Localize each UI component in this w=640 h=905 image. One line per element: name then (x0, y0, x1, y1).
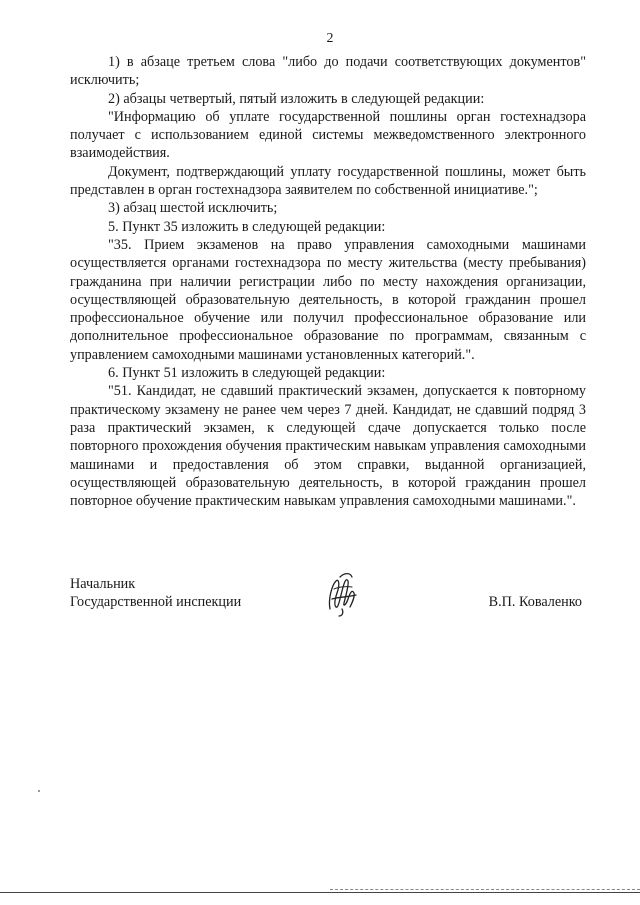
signature-block (70, 575, 590, 635)
signer-title-line-1: Начальник (70, 576, 136, 592)
paragraph-5: 3) абзац шестой исключить; (108, 200, 278, 217)
footer-scan-edge-dashed (330, 889, 640, 890)
signer-title-line-2: Государственной инспекции (70, 594, 242, 611)
signer-title (70, 575, 241, 612)
document-body (70, 53, 586, 510)
paragraph-3: "Информацию об уплате государственной пошлины орган гостехнадзора получает с использованием единой системы межведомственного электронного взаимодействия. (70, 108, 586, 162)
paragraph-8: 6. Пункт 51 изложить в следующей редакции: (108, 365, 386, 382)
footer-scan-edge (0, 892, 640, 893)
signer-name: В.П. Коваленко (488, 594, 582, 610)
paragraph-2: 2) абзацы четвертый, пятый изложить в следующей редакции: (108, 90, 485, 107)
paragraph-4: Документ, подтверждающий уплату государственной пошлины, может быть представлен в орган гостехнадзора заявителем по собственной инициативе."; (70, 163, 586, 199)
paragraph-6: 5. Пункт 35 изложить в следующей редакции: (108, 218, 386, 235)
paragraph-1: 1) в абзаце третьем слова "либо до подачи соответствующих документов" исключить; (70, 54, 586, 89)
page-number: 2 (326, 31, 334, 46)
handwritten-signature (322, 569, 362, 619)
scan-speck (38, 790, 40, 792)
paragraph-7: "35. Прием экзаменов на право управления самоходными машинами осуществляется органами гостехнадзора по месту жительства (месту пребывания) гражданина при наличии регистрации либо по месту нахождения организации, осуществляющей образовательную деятельность, в которой гражданин прошел профессиональное обучение или получил профессиональное образование или дополнительное профессиональное образование по программам, связанным с управлением самоходными машинами установленных категорий.". (70, 236, 586, 363)
paragraph-9: "51. Кандидат, не сдавший практический экзамен, допускается к повторному практическому экзамену не ранее чем через 7 дней. Кандидат, не сдавший подряд 3 раза практический экзамен, к следующей сдаче допускается только после повторного прохождения обучения практическим навыкам управления самоходными машинами и предоставления об этом справки, выданной организацией, осуществляющей образовательную деятельность, в которой гражданин прошел повторное обучение практическим навыкам управления самоходными машинами.". (70, 383, 586, 510)
